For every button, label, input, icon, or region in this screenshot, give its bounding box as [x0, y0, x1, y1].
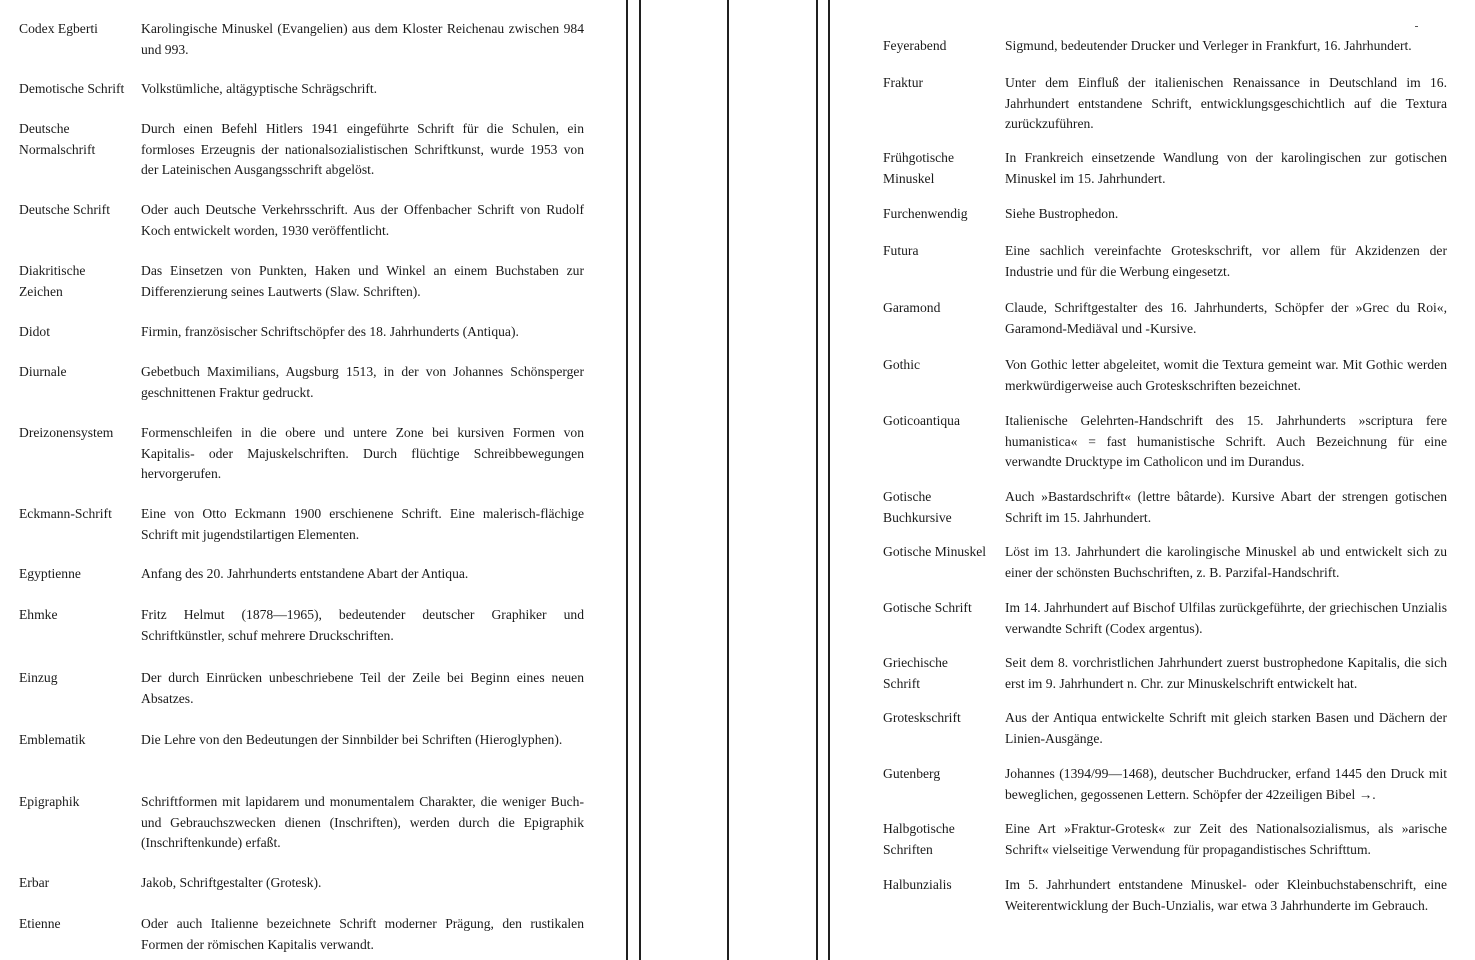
- page-edge-line: [828, 0, 830, 960]
- entry-definition: Die Lehre von den Bedeutungen der Sinnbilder bei Schriften (Hieroglyphen).: [141, 732, 563, 747]
- entry-definition: Oder auch Italienne bezeichnete Schrift moderner Prägung, den rustikalen Formen der römischen Kapitalis verwandt.: [141, 916, 584, 952]
- entry-term: Feyerabend: [883, 38, 947, 53]
- entry-term: Diakritische Zeichen: [19, 263, 86, 299]
- entry-term: Gutenberg: [883, 766, 941, 781]
- entry-definition: Der durch Einrücken unbeschriebene Teil der Zeile bei Beginn eines neuen Absatzes.: [141, 670, 584, 706]
- entry-term: Erbar: [19, 875, 50, 890]
- entry-definition: Eine Art »Fraktur-Grotesk« zur Zeit des Nationalsozialismus, als »arische Schrift« vielseitige Verwendung für propagandistisches Schrifttum.: [1005, 821, 1447, 857]
- entry-term: Halbgotische Schriften: [883, 821, 955, 857]
- entry-term: Gothic: [883, 357, 920, 372]
- entry-term: Griechische Schrift: [883, 655, 948, 691]
- entry-definition: Jakob, Schriftgestalter (Grotesk).: [141, 875, 322, 890]
- entry-term: Deutsche Schrift: [19, 202, 110, 217]
- entry-definition: Das Einsetzen von Punkten, Haken und Winkel an einem Buchstaben zur Differenzierung seines Lautwerts (Slaw. Schriften).: [141, 263, 584, 299]
- entry-term: Ehmke: [19, 607, 58, 622]
- left-page: [0, 0, 620, 960]
- entry-definition: Sigmund, bedeutender Drucker und Verleger in Frankfurt, 16. Jahrhundert.: [1005, 38, 1412, 53]
- entry-term: Groteskschrift: [883, 710, 961, 725]
- entry-term: Futura: [883, 243, 919, 258]
- entry-definition: Im 5. Jahrhundert entstandene Minuskel- oder Kleinbuchstabenschrift, eine Weiterentwicklung der Buch-Unzialis, war etwa 3 Jahrhunderte im Gebrauch.: [1005, 877, 1447, 913]
- entry-term: Halbunzialis: [883, 877, 952, 892]
- entry-term: Garamond: [883, 300, 941, 315]
- entry-term: Didot: [19, 324, 50, 339]
- entry-definition: Johannes (1394/99—1468), deutscher Buchdrucker, erfand 1445 den Druck mit beweglichen, gegossenen Lettern. Schöpfer der 42zeiligen Bibel →.: [1005, 766, 1447, 802]
- entry-term: Etienne: [19, 916, 61, 931]
- entry-term: Codex Egberti: [19, 21, 98, 36]
- entry-definition: Formenschleifen in die obere und untere Zone bei kursiven Formen von Kapitalis- oder Majuskelschriften. Durch flüchtige Schreibbewegungen hervorgerufen.: [141, 425, 584, 481]
- entry-definition: Anfang des 20. Jahrhunderts entstandene Abart der Antiqua.: [141, 566, 469, 581]
- entry-definition: Claude, Schriftgestalter des 16. Jahrhunderts, Schöpfer der »Grec du Roi«, Garamond-Mediäval und -Kursive.: [1005, 300, 1447, 336]
- page-gutter: [618, 0, 848, 960]
- page-edge-line: [816, 0, 818, 960]
- entry-definition: Eine sachlich vereinfachte Groteskschrift, vor allem für Akzidenzen der Industrie und für die Werbung eingesetzt.: [1005, 243, 1447, 279]
- entry-definition: Volkstümliche, altägyptische Schrägschrift.: [141, 81, 378, 96]
- entry-definition: Seit dem 8. vorchristlichen Jahrhundert zuerst bustrophedone Kapitalis, die sich erst im 9. Jahrhundert n. Chr. zur Minuskelschrift entwickelt hat.: [1005, 655, 1447, 691]
- right-page: [845, 0, 1475, 960]
- entry-term: Egyptienne: [19, 566, 81, 581]
- entry-definition: Durch einen Befehl Hitlers 1941 eingeführte Schrift für die Schulen, ein formloses Erzeugnis der nationalsozialistischen Schriftkunst, wurde 1953 von der Lateinischen Ausgangsschrift abgelöst.: [141, 121, 584, 177]
- entry-definition: Oder auch Deutsche Verkehrsschrift. Aus der Offenbacher Schrift von Rudolf Koch entwickelt worden, 1930 veröffentlicht.: [141, 202, 584, 238]
- entry-definition: Von Gothic letter abgeleitet, womit die Textura gemeint war. Mit Gothic werden merkwürdigerweise auch Groteskschriften bezeichnet.: [1005, 357, 1447, 393]
- entry-definition: Siehe Bustrophedon.: [1005, 206, 1119, 221]
- scan-mark: [1415, 26, 1418, 27]
- entry-term: Eckmann-Schrift: [19, 506, 112, 521]
- entry-definition: In Frankreich einsetzende Wandlung von der karolingischen zur gotischen Minuskel im 15. Jahrhundert.: [1005, 150, 1447, 186]
- page-edge-line: [626, 0, 628, 960]
- entry-term: Goticoantiqua: [883, 413, 961, 428]
- entry-definition: Im 14. Jahrhundert auf Bischof Ulfilas zurückgeführte, der griechischen Unzialis verwandte Schrift (Codex argentus).: [1005, 600, 1447, 636]
- entry-term: Epigraphik: [19, 794, 80, 809]
- entry-definition: Fritz Helmut (1878—1965), bedeutender deutscher Graphiker und Schriftkünstler, schuf mehrere Druckschriften.: [141, 607, 584, 643]
- page-edge-line: [727, 0, 729, 960]
- entry-term: Furchenwendig: [883, 206, 968, 221]
- entry-definition: Italienische Gelehrten-Handschrift des 15. Jahrhunderts »scriptura fere humanistica« = fast humanistische Schrift. Auch Bezeichnung für eine verwandte Drucktype im Catholicon und im Durandus.: [1005, 413, 1447, 469]
- entry-definition: Eine von Otto Eckmann 1900 erschienene Schrift. Eine malerisch-flächige Schrift mit jugendstilartigen Elementen.: [141, 506, 584, 542]
- entry-definition: Auch »Bastardschrift« (lettre bâtarde). Kursive Abart der strengen gotischen Schrift im 15. Jahrhundert.: [1005, 489, 1447, 525]
- page-edge-line: [639, 0, 641, 960]
- entry-term: Gotische Buchkursive: [883, 489, 952, 525]
- entry-definition: Unter dem Einfluß der italienischen Renaissance in Deutschland im 16. Jahrhundert entstandene Schrift, entwicklungsgeschichtlich auf die Textura zurückzuführen.: [1005, 75, 1447, 131]
- entry-definition: Löst im 13. Jahrhundert die karolingische Minuskel ab und entwickelt sich zu einer der schönsten Buchschriften, z. B. Parzifal-Handschrift.: [1005, 544, 1447, 580]
- entry-definition: Karolingische Minuskel (Evangelien) aus dem Kloster Reichenau zwischen 984 und 993.: [141, 21, 584, 57]
- entry-term: Gotische Schrift: [883, 600, 972, 615]
- entry-term: Einzug: [19, 670, 58, 685]
- entry-term: Demotische Schrift: [19, 81, 125, 96]
- entry-definition: Firmin, französischer Schriftschöpfer des 18. Jahrhunderts (Antiqua).: [141, 324, 519, 339]
- entry-term: Deutsche Normalschrift: [19, 121, 96, 157]
- entry-term: Diurnale: [19, 364, 67, 379]
- entry-term: Frühgotische Minuskel: [883, 150, 954, 186]
- entry-definition: Aus der Antiqua entwickelte Schrift mit gleich starken Basen und Dächern der Linien-Ausgänge.: [1005, 710, 1447, 746]
- entry-term: Emblematik: [19, 732, 86, 747]
- entry-term: Gotische Minuskel: [883, 544, 987, 559]
- entry-term: Dreizonensystem: [19, 425, 114, 440]
- entry-term: Fraktur: [883, 75, 924, 90]
- entry-definition: Gebetbuch Maximilians, Augsburg 1513, in der von Johannes Schönsperger geschnittenen Fraktur gedruckt.: [141, 364, 584, 400]
- entry-definition: Schriftformen mit lapidarem und monumentalem Charakter, die weniger Buch- und Gebrauchszwecken dienen (Inschriften), werden durch die Epigraphik (Inschriftenkunde) erfaßt.: [141, 794, 584, 850]
